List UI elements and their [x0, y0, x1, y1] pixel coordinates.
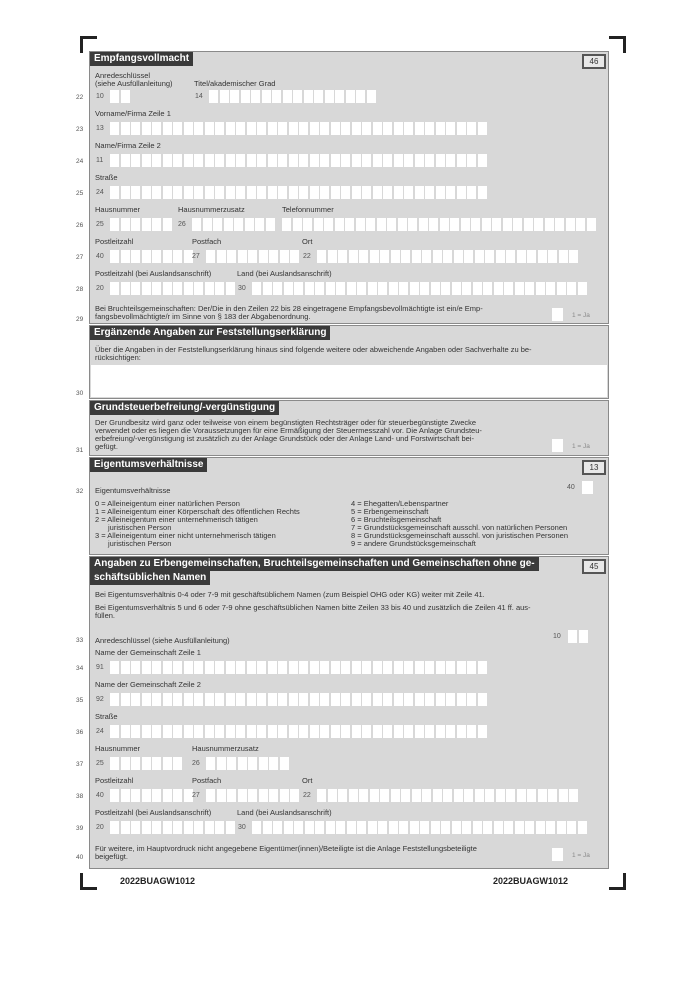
label-hausnummerzusatz: Hausnummerzusatz — [178, 205, 245, 214]
field-prefix: 24 — [96, 189, 104, 196]
anrede-input[interactable] — [110, 90, 131, 103]
plz-ausland-gemeinschaft-input[interactable] — [110, 821, 236, 834]
label-land-ausland: Land (bei Auslandsanschrift) — [237, 808, 332, 817]
section-title: Grundsteuerbefreiung/-vergünstigung — [90, 401, 279, 415]
text-erb-2b: füllen. — [95, 611, 116, 620]
text-ergaenzend-1: Über die Angaben in der Feststellungserklärung hinaus sind folgende weitere oder abweichende Angaben oder Sachverhalte zu be- — [95, 345, 532, 354]
legend-3a: 3 = Alleineigentum einer nicht unternehmerisch tätigen — [95, 531, 276, 540]
hausnummerzusatz-input[interactable] — [192, 218, 276, 231]
section-number: 46 — [582, 54, 606, 69]
row-number: 27 — [76, 254, 84, 261]
row-number: 22 — [76, 94, 84, 101]
strasse-input[interactable] — [110, 186, 488, 199]
plz-gemeinschaft-input[interactable] — [110, 789, 194, 802]
row-number: 34 — [76, 665, 84, 672]
legend-5: 5 = Erbengemeinschaft — [351, 507, 429, 516]
ort-input[interactable] — [317, 250, 580, 263]
field-prefix: 40 — [96, 253, 104, 260]
label-land-ausland: Land (bei Auslandsanschrift) — [237, 269, 332, 278]
label-postfach: Postfach — [192, 237, 222, 246]
telefon-input[interactable] — [282, 218, 597, 231]
land-ausland-input[interactable] — [252, 282, 588, 295]
label-titel: Titel/akademischer Grad — [194, 79, 276, 88]
text-grund-4: gefügt. — [95, 442, 118, 451]
field-prefix: 11 — [96, 157, 104, 164]
section-grundsteuerbefreiung — [76, 400, 609, 456]
label-strasse: Straße — [95, 173, 118, 182]
section-number: 45 — [582, 559, 606, 574]
row-number: 23 — [76, 126, 84, 133]
label-gemeinschaft-2: Name der Gemeinschaft Zeile 2 — [95, 680, 201, 689]
field-prefix: 30 — [238, 824, 246, 831]
weitere-checkbox[interactable] — [552, 848, 563, 861]
label-hausnummerzusatz: Hausnummerzusatz — [192, 744, 259, 753]
corner-mark-bottom-right — [609, 873, 626, 890]
corner-mark-top-right — [609, 36, 626, 53]
label-strasse: Straße — [95, 712, 118, 721]
section-title-line-2: schäftsüblichen Namen — [90, 571, 210, 585]
plz-input[interactable] — [110, 250, 194, 263]
titel-input[interactable] — [209, 90, 377, 103]
field-prefix: 26 — [178, 221, 186, 228]
label-telefon: Telefonnummer — [282, 205, 334, 214]
text-bruchteil-1: Bei Bruchteilsgemeinschaften: Der/Die in den Zeilen 22 bis 28 eingetragene Empfangsbevollmächtigte ist ein/e Emp- — [95, 304, 483, 313]
field-prefix: 22 — [303, 792, 311, 799]
legend-0: 0 = Alleineigentum einer natürlichen Person — [95, 499, 240, 508]
ja-hint: 1 = Ja — [572, 443, 590, 450]
text-ergaenzend-2: rücksichtigen: — [95, 353, 141, 362]
gemeinschaft-1-input[interactable] — [110, 661, 488, 674]
text-bruchteil-2: fangsbevollmächtigte/r im Sinne von § 183 der Abgabenordnung. — [95, 312, 311, 321]
legend-4: 4 = Ehegatten/Lebenspartner — [351, 499, 449, 508]
field-prefix: 25 — [96, 760, 104, 767]
ja-hint: 1 = Ja — [572, 852, 590, 859]
section-eigentumsverhaeltnisse — [76, 457, 609, 555]
form-code-right: 2022BUAGW1012 — [493, 876, 569, 886]
legend-9: 9 = andere Grundstücksgemeinschaft — [351, 539, 476, 548]
strasse-gemeinschaft-input[interactable] — [110, 725, 488, 738]
corner-mark-bottom-left — [80, 873, 97, 890]
label-ort: Ort — [302, 776, 313, 785]
label-plz: Postleitzahl — [95, 776, 134, 785]
field-prefix: 14 — [195, 93, 203, 100]
row-number: 35 — [76, 697, 84, 704]
label-hausnummer: Hausnummer — [95, 205, 141, 214]
section-title: Ergänzende Angaben zur Feststellungserklärung — [90, 326, 330, 340]
text-weitere-2: beigefügt. — [95, 852, 128, 861]
ja-hint: 1 = Ja — [572, 312, 590, 319]
row-number: 29 — [76, 316, 84, 323]
section-erbengemeinschaften — [76, 556, 609, 869]
text-erb-2a: Bei Eigentumsverhältnis 5 und 6 oder 7-9 ohne geschäftsüblichen Namen bitte Zeilen 33 bis 40 und zusätzlich die Zeilen 41 ff. aus- — [95, 603, 531, 612]
row-number: 40 — [76, 854, 84, 861]
field-prefix: 27 — [192, 792, 200, 799]
field-prefix: 20 — [96, 824, 104, 831]
legend-1: 1 = Alleineigentum einer Körperschaft des öffentlichen Rechts — [95, 507, 300, 516]
label-eigentum: Eigentumsverhältnisse — [95, 486, 171, 495]
field-prefix: 13 — [96, 125, 104, 132]
field-prefix: 27 — [192, 253, 200, 260]
bruchteil-checkbox[interactable] — [552, 308, 563, 321]
row-number: 32 — [76, 488, 84, 495]
legend-7: 7 = Grundstücksgemeinschaft ausschl. von natürlichen Personen — [351, 523, 568, 532]
row-number: 26 — [76, 222, 84, 229]
label-plz-ausland: Postleitzahl (bei Auslandsanschrift) — [95, 269, 212, 278]
row-number: 25 — [76, 190, 84, 197]
legend-8: 8 = Grundstücksgemeinschaft ausschl. von juristischen Personen — [351, 531, 568, 540]
field-prefix: 20 — [96, 285, 104, 292]
land-ausland-gemeinschaft-input[interactable] — [252, 821, 588, 834]
label-hausnummer: Hausnummer — [95, 744, 141, 753]
section-title: Eigentumsverhältnisse — [90, 458, 207, 472]
legend-6: 6 = Bruchteilsgemeinschaft — [351, 515, 442, 524]
label-plz: Postleitzahl — [95, 237, 134, 246]
hausnummer-input[interactable] — [110, 218, 173, 231]
form-code-left: 2022BUAGW1012 — [120, 876, 196, 886]
form — [76, 47, 609, 869]
field-prefix: 91 — [96, 664, 104, 671]
ergaenzende-angaben-textarea[interactable] — [91, 365, 607, 397]
row-number: 39 — [76, 825, 84, 832]
gemeinschaft-2-input[interactable] — [110, 693, 488, 706]
postfach-input[interactable] — [206, 250, 301, 263]
grundsteuer-checkbox[interactable] — [552, 439, 563, 452]
legend-3b: juristischen Person — [108, 539, 172, 548]
hausnummerzusatz-gemeinschaft-input[interactable] — [206, 757, 290, 770]
text-grund-1: Der Grundbesitz wird ganz oder teilweise von einem begünstigten Rechtsträger oder für steuerbegünstigte Zwecke — [95, 418, 477, 427]
plz-ausland-input[interactable] — [110, 282, 236, 295]
row-number: 31 — [76, 447, 84, 454]
row-number: 28 — [76, 286, 84, 293]
label-vorname-1: Vorname/Firma Zeile 1 — [95, 109, 171, 118]
text-grund-3: erbefreiung/-vergünstigung ist zusätzlich zu der Anlage Grundstück oder der Anlage Land- und Forstwirtschaft bei- — [95, 434, 474, 443]
label-anrede-hint: (siehe Ausfüllanleitung) — [95, 79, 173, 88]
field-prefix: 10 — [96, 93, 104, 100]
hausnummer-gemeinschaft-input[interactable] — [110, 757, 184, 770]
text-weitere-1: Für weitere, im Hauptvordruck nicht angegebene Eigentümer(innen)/Beteiligte ist die Anlage Feststellungsbeteiligte — [95, 844, 477, 853]
row-number: 37 — [76, 761, 84, 768]
label-postfach: Postfach — [192, 776, 222, 785]
row-number: 33 — [76, 637, 84, 644]
ort-gemeinschaft-input[interactable] — [317, 789, 580, 802]
field-prefix: 40 — [567, 484, 575, 491]
field-prefix: 24 — [96, 728, 104, 735]
vorname-2-input[interactable] — [110, 154, 488, 167]
label-vorname-2: Name/Firma Zeile 2 — [95, 141, 161, 150]
label-plz-ausland: Postleitzahl (bei Auslandsanschrift) — [95, 808, 212, 817]
postfach-gemeinschaft-input[interactable] — [206, 789, 301, 802]
vorname-1-input[interactable] — [110, 122, 488, 135]
field-prefix: 26 — [192, 760, 200, 767]
row-number: 36 — [76, 729, 84, 736]
field-prefix: 10 — [553, 633, 561, 640]
section-title: Empfangsvollmacht — [90, 52, 193, 66]
legend-2b: juristischen Person — [108, 523, 172, 532]
field-prefix: 40 — [96, 792, 104, 799]
legend-2a: 2 = Alleineigentum einer unternehmerisch tätigen — [95, 515, 258, 524]
anrede-gemeinschaft-input[interactable] — [568, 630, 589, 643]
field-prefix: 30 — [238, 285, 246, 292]
label-gemeinschaft-1: Name der Gemeinschaft Zeile 1 — [95, 648, 201, 657]
text-grund-2: verwendet oder es liegen die Voraussetzungen für eine Ermäßigung der Steuermesszahl vor. Die Anlage Grundsteu- — [95, 426, 482, 435]
field-prefix: 22 — [303, 253, 311, 260]
section-empfangsvollmacht — [76, 51, 609, 324]
label-anrede: Anredeschlüssel — [95, 71, 151, 80]
label-ort: Ort — [302, 237, 313, 246]
section-ergaenzende-angaben — [76, 325, 609, 399]
text-erb-1: Bei Eigentumsverhältnis 0-4 oder 7-9 mit geschäftsüblichem Namen (zum Beispiel OHG oder KG) weiter mit Zeile 41. — [95, 590, 485, 599]
section-number: 13 — [582, 460, 606, 475]
eigentum-input[interactable] — [582, 481, 593, 494]
field-prefix: 25 — [96, 221, 104, 228]
label-anrede-full: Anredeschlüssel (siehe Ausfüllanleitung) — [95, 636, 230, 645]
row-number: 38 — [76, 793, 84, 800]
section-title-line-1: Angaben zu Erbengemeinschaften, Bruchteilsgemeinschaften und Gemeinschaften ohne ge- — [90, 557, 539, 571]
row-number: 24 — [76, 158, 84, 165]
field-prefix: 92 — [96, 696, 104, 703]
row-number: 30 — [76, 390, 84, 397]
